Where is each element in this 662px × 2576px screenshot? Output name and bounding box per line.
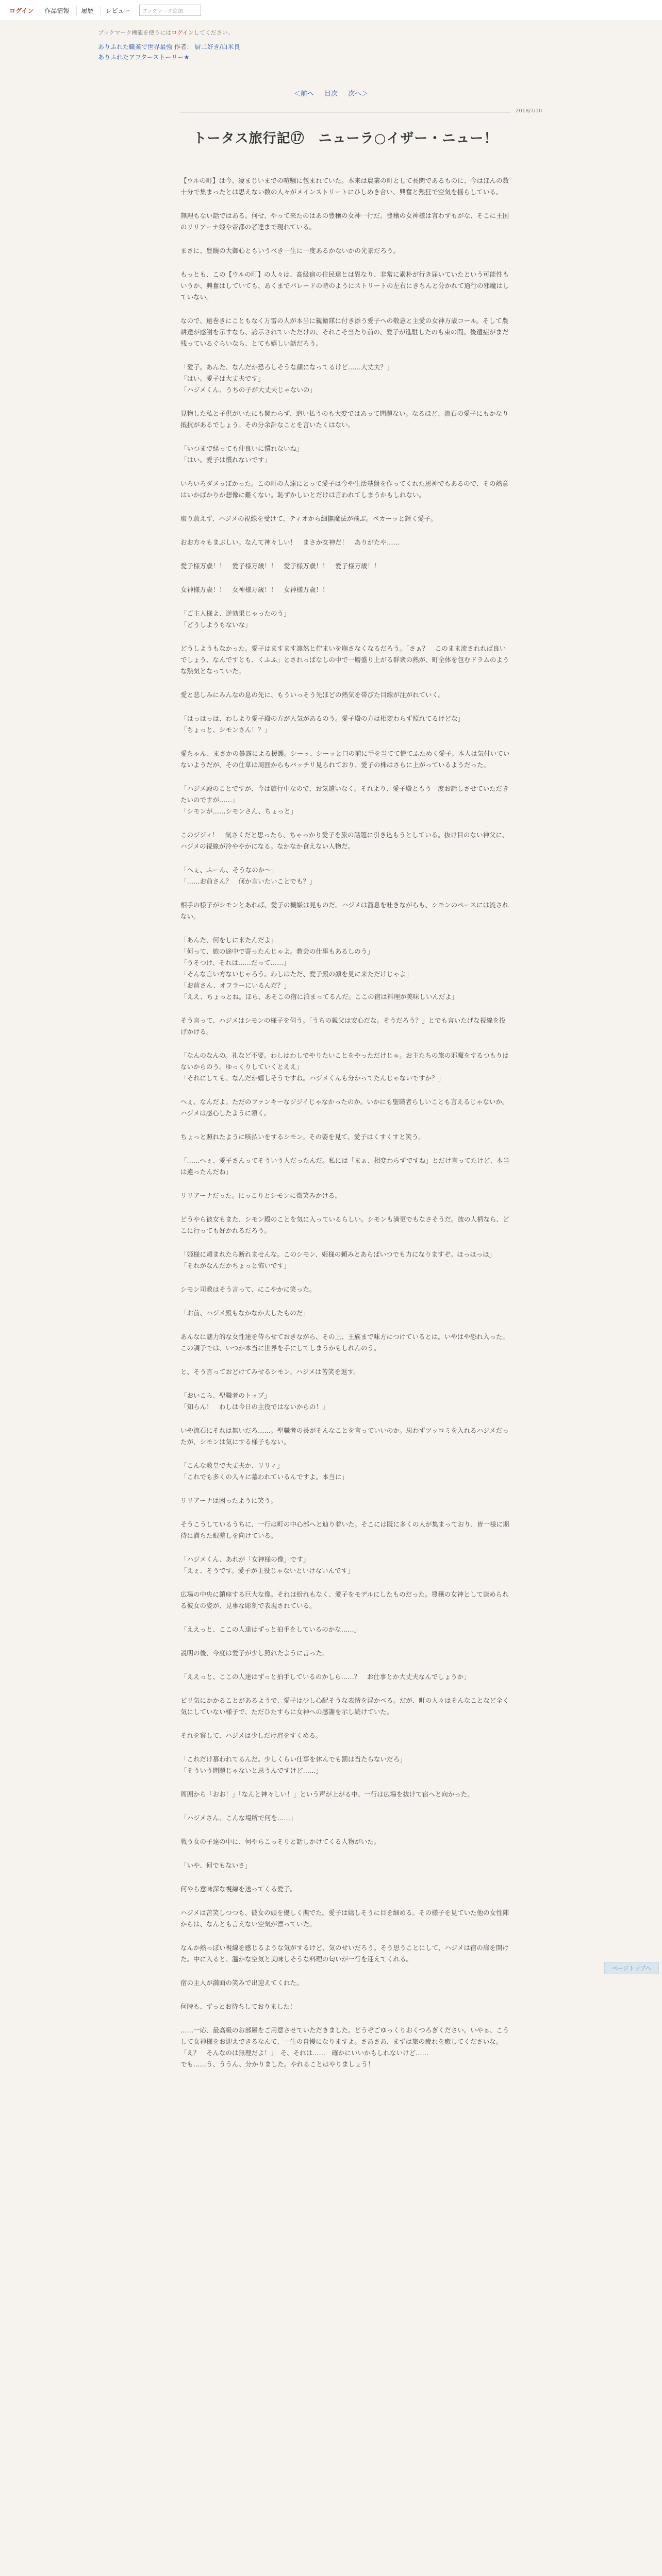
novel-paragraph bbox=[180, 513, 510, 524]
novel-line: 取り敢えず、ハジメの視線を受けて、ティオから細撫魔法が飛ぶ。ペカーッと輝く愛子。 bbox=[180, 515, 437, 522]
next-chapter-link[interactable]: 次へ＞ bbox=[348, 90, 369, 98]
post-date: 2018/7/10 bbox=[516, 108, 542, 114]
novel-line: 愛ちゃん、まさかの暴露による援護。シーッ、シーッと口の前に手を当てて慌てふためく愛子。本人は気付いていないようだが、その仕草は周囲からもバッチリ見られており、愛子の株はさらに上がっているようだった。 bbox=[180, 750, 510, 769]
novel-line: いろいろダメっぽかった。この町の人達にとって愛子は今や生活基盤を作ってくれた恩神でもあるので、その熱意はいかばかりか想像に難くない。恥ずかしいとだけは言われてしまうかもしれない。 bbox=[180, 480, 509, 499]
novel-paragraph bbox=[180, 1390, 510, 1413]
novel-line: そうこうしているうちに、一行は町の中心部へと辿り着いた。そこには既に多くの人が集まっており、皆一様に期待に満ちた眼差しを向けている。 bbox=[180, 1520, 509, 1539]
novel-line: 「お前さん、オフラーにいるんだ？」 bbox=[180, 981, 290, 989]
novel-line: 「何って、旅の途中で寄ったんじゃよ。教会の仕事もあるしのう」 bbox=[180, 947, 374, 955]
novel-line: ハジメは苦笑しつつも、彼女の頭を優しく撫でた。愛子は嬉しそうに目を細める。その様子を見ていた他の女性陣からは、なんとも言えない空気が漂っていた。 bbox=[180, 1909, 509, 1928]
novel-line: 「はっはっは、わしより愛子殿の方が人気があるのう。愛子殿の方は相変わらず照れてるけどな」 bbox=[180, 715, 465, 722]
notice-suffix: してください。 bbox=[193, 29, 234, 36]
novel-line: 「ちょっと、シモンさん！？」 bbox=[180, 726, 271, 734]
novel-paragraph bbox=[180, 1519, 510, 1541]
novel-line: 「うそつけ、それは……だって……」 bbox=[180, 959, 290, 967]
novel-line: 宿の主人が満面の笑みで出迎えてくれた。 bbox=[180, 1979, 303, 1987]
novel-line: 「ハジメさん、こんな場所で何を……」 bbox=[180, 1814, 297, 1822]
novel-paragraph bbox=[180, 1589, 510, 1612]
nav-item-history[interactable]: 履歴 bbox=[76, 6, 97, 15]
novel-line: 「へぇ、ふーん、そうなのか～」 bbox=[180, 866, 278, 874]
novel-paragraph bbox=[180, 1050, 510, 1084]
novel-paragraph bbox=[180, 1015, 510, 1038]
novel-paragraph bbox=[180, 713, 510, 736]
novel-paragraph bbox=[180, 1249, 510, 1272]
novel-paragraph bbox=[180, 210, 510, 233]
login-link[interactable]: ログイン bbox=[9, 7, 34, 14]
novel-paragraph bbox=[180, 689, 510, 701]
novel-paragraph bbox=[180, 1096, 510, 1119]
novel-line: でも……う、ううん、分かりました。やれることはやりましょう！ bbox=[180, 2060, 374, 2068]
novel-line: 「あんた、何をしに来たんだよ」 bbox=[180, 936, 277, 944]
novel-line: どうしようもなかった。愛子はますます凛然と佇まいを崩さなくなるだろう。「さぁ？ このまま流されれば良いでしょう、なんですとも、くふふ」とされっぱなしの中で一層盛り上がる群衆の熱が、町全体を包むドラムのような熱気となっていた。 bbox=[180, 645, 509, 675]
novel-line: 「ええっと、ここの人達はずっと拍手しているのかしら……？ お仕事とか大丈夫なんでしょうか」 bbox=[180, 1673, 470, 1681]
novel-paragraph bbox=[180, 865, 510, 887]
novel-line: 「これだけ慕われてるんだ。少しくらい仕事を休んでも罰は当たらないだろ」 bbox=[180, 1755, 406, 1763]
author-link[interactable]: 厨二好き/白米良 bbox=[194, 43, 240, 50]
novel-line: 「おいこら、聖職者のトップ」 bbox=[180, 1392, 271, 1399]
novel-paragraph bbox=[180, 1495, 510, 1506]
novel-line: へぇ、なんだよ。ただのファンキーなジジイじゃなかったのか。いかにも聖職者らしいことも言えるじゃないか。ハジメは感心したように頷く。 bbox=[180, 1098, 509, 1117]
novel-paragraph bbox=[180, 748, 510, 771]
novel-paragraph bbox=[180, 1789, 510, 1800]
novel-line: 相手の様子がシモンとあれば、愛子の機嫌は見ものだ。ハジメは溜息を吐きながらも、シモンのペースには流されない。 bbox=[180, 901, 509, 920]
series-info bbox=[0, 37, 662, 62]
nav-item-review[interactable]: レビュー bbox=[101, 6, 134, 15]
novel-paragraph bbox=[180, 1977, 510, 1989]
novel-line: 「ええっと、ここの人達はずっと拍手をしているのかな……」 bbox=[180, 1625, 361, 1633]
novel-line: 「はい。愛子は慣れないです」 bbox=[180, 456, 271, 464]
novel-paragraph bbox=[180, 1190, 510, 1201]
chapter-pager bbox=[0, 88, 662, 98]
novel-paragraph bbox=[180, 1284, 510, 1295]
novel-paragraph bbox=[180, 1942, 510, 1965]
novel-paragraph bbox=[180, 1695, 510, 1718]
novel-line: リリアーナは困ったように笑う。 bbox=[180, 1497, 277, 1504]
login-notice bbox=[0, 21, 662, 37]
novel-paragraph bbox=[180, 1836, 510, 1848]
novel-paragraph bbox=[180, 608, 510, 631]
novel-paragraph bbox=[180, 829, 510, 852]
novel-line: 「姫様に頼まれたら断れませんな。このシモン、姫様の頼みとあらばいつでも力になりますぞ。ほっほっほ」 bbox=[180, 1250, 496, 1258]
story-title-link[interactable]: ありふれたアフターストーリー★ bbox=[98, 54, 190, 61]
notice-prefix: ブックマーク機能を使うには bbox=[98, 29, 172, 36]
novel-line: 戦う女の子達の中に、何やらこっそりと話しかけてくる人物がいた。 bbox=[180, 1838, 380, 1845]
novel-paragraph bbox=[180, 1812, 510, 1824]
novel-paragraph bbox=[180, 1214, 510, 1236]
novel-line: 「どうしようもないな」 bbox=[180, 621, 252, 629]
novel-line: もっとも、この【ウルの町】の人々は、高級宿の住民達とは異なり、非常に素朴が行き届いていたという可能性もいうか、興奮はしていても、あくまでパレードの時のようにストリートの左右にきちんと分かれて通行の邪魔はしていない。 bbox=[180, 270, 509, 301]
novel-line: 「こんな教皇で大丈夫か、リリィ」 bbox=[180, 1462, 284, 1469]
novel-paragraph bbox=[180, 478, 510, 501]
novel-line: 「えぇ、そうです。愛子が主役じゃないといけないんです」 bbox=[180, 1567, 354, 1574]
nav-item-work-info[interactable]: 作品情報 bbox=[40, 6, 73, 15]
novel-paragraph bbox=[180, 269, 510, 303]
title-divider bbox=[180, 112, 510, 113]
novel-line: 「そういう問題じゃないと思うんですけど……」 bbox=[180, 1767, 323, 1774]
novel-line: 「愛子。あんた、なんだか恐ろしそうな顔になってるけど……大丈夫？」 bbox=[180, 363, 393, 371]
novel-line: 何時も、ずっとお待ちしておりました！ bbox=[180, 2003, 296, 2010]
series-title-link[interactable]: ありふれた職業で世界最強 bbox=[98, 43, 173, 50]
novel-paragraph bbox=[180, 315, 510, 349]
novel-body bbox=[180, 175, 510, 2082]
novel-line: 「お前、ハジメ殿もなかなか大したものだ」 bbox=[180, 1309, 309, 1317]
novel-paragraph bbox=[180, 1155, 510, 1178]
novel-line: あんなに魅力的な女性達を侍らせておきながら、その上、王族まで味方につけているとは。いやはや恐れ入った。この調子では、いつか本当に世界を手にしてしまうかもしれんのう。 bbox=[180, 1333, 509, 1352]
novel-line: 「それにしても、なんだか嬉しそうですね。ハジメくんも分かってたんじゃないですか？」 bbox=[180, 1074, 445, 1082]
novel-line: このジジィ！ 気さくだと思ったら、ちゃっかり愛子を旅の話題に引き込もうとしている。抜け目のない神父に、ハジメの視線が冷ややかになる。なかなか食えない人物だ。 bbox=[180, 831, 509, 850]
novel-line: 「ハジメくん、あれが「女神様の像」です」 bbox=[180, 1555, 310, 1563]
novel-line: ちょっと照れたように咳払いをするシモン。その姿を見て、愛子はくすくすと笑う。 bbox=[180, 1133, 425, 1141]
novel-line: ピリ気にかかることがあるようで、愛子は少し心配そうな表情を浮かべる。だが、町の人々はそんなことなど全く気にしていない様子で、ただひたすらに女神への感謝を示し続けていた。 bbox=[180, 1697, 509, 1716]
novel-paragraph bbox=[180, 1730, 510, 1741]
top-header bbox=[0, 0, 662, 21]
novel-line: 「ハジメくん、うちの子が大丈夫じゃないの」 bbox=[180, 386, 316, 394]
novel-line: 「知らん！ わしは今日の主役ではないからの！」 bbox=[180, 1403, 329, 1411]
novel-paragraph bbox=[180, 1554, 510, 1577]
novel-line: 「シモンが……シモンさん、ちょっと」 bbox=[180, 807, 297, 815]
novel-paragraph bbox=[180, 1624, 510, 1635]
novel-line: 「ええ、ちょっとね。ほら、あそこの宿に泊まってるんだ。ここの宿は料理が美味しいんだよ」 bbox=[180, 993, 458, 1001]
novel-line: 「はい。愛子は大丈夫です」 bbox=[180, 375, 264, 382]
novel-line: 女神様万歳！！ 女神様万歳！！ 女神様万歳！！ bbox=[180, 586, 329, 594]
novel-paragraph bbox=[180, 1648, 510, 1659]
novel-paragraph bbox=[180, 245, 510, 257]
novel-paragraph bbox=[180, 1366, 510, 1378]
novel-line: 「それがなんだかちょっと怖いです」 bbox=[180, 1262, 290, 1269]
novel-line: 【ウルの町】は今、凄まじいまでの喧騒に包まれていた。本来は農業の町として長閑であるものに、今はほんの数十分で集まったとは思えない数の人々がメインストリートにひしめき合い、興奮と熱狂で空気を揺らしている。 bbox=[180, 177, 509, 196]
novel-paragraph bbox=[180, 2025, 510, 2070]
novel-paragraph bbox=[180, 584, 510, 596]
novel-paragraph bbox=[180, 1884, 510, 1895]
notice-login-link[interactable]: ログイン bbox=[171, 29, 194, 36]
novel-line: 愛子様万歳！！ 愛子様万歳！！ 愛子様万歳！！ 愛子様万歳！！ bbox=[180, 562, 380, 570]
novel-paragraph bbox=[180, 643, 510, 677]
novel-line: 愛と悲しみにみんなの息の先に、もういっそう先ほどの熱気を帯びた目線が注がれていく。 bbox=[180, 691, 445, 699]
novel-line: 広場の中央に鎮座する巨大な像。それは紛れもなく、愛子をモデルにしたものだった。豊穣の女神として崇められる彼女の姿が、見事な彫刻で表現されている。 bbox=[180, 1590, 509, 1609]
novel-line: 「……お前さん？ 何か言いたいことでも？」 bbox=[180, 877, 316, 885]
novel-line: 「なんのなんの。礼など不要。わしはわしでやりたいことをやっただけじゃ。お主たちの旅の邪魔をするつもりはないからのう。ゆっくりしていくとええ」 bbox=[180, 1052, 509, 1071]
novel-paragraph bbox=[180, 1131, 510, 1143]
novel-line: それを察して、ハジメは少しだけ肩をすくめる。 bbox=[180, 1732, 322, 1739]
novel-line: ……一応、最高級のお部屋をご用意させていただきました。どうぞごゆっくりおくつろぎください。いやぁ、こうして女神様をお迎えできるなんて、一生の自慢になりますよ。さあさあ、まずは旅の疲れを癒してくださいな。 bbox=[180, 2026, 509, 2045]
novel-paragraph bbox=[180, 1754, 510, 1776]
novel-line: と、そう言っておどけてみせるシモン。ハジメは苦笑を返す。 bbox=[180, 1368, 360, 1376]
novel-line: なんか熱っぽい視線を感じるような気がするけど、気のせいだろう。そう思うことにして、ハジメは宿の扉を開けた。中に入ると、温かな空気と美味しそうな料理の匂いが一行を迎えてくれる。 bbox=[180, 1944, 509, 1963]
novel-paragraph bbox=[180, 783, 510, 817]
novel-line: 周囲から「おお！」「なんと神々しい！」という声が上がる中、一行は広場を抜けて宿へと向かった。 bbox=[180, 1790, 474, 1798]
bookmark-add-button[interactable]: ブックマーク追加 bbox=[139, 5, 201, 16]
novel-line: そう言って、ハジメはシモンの様子を伺う。「うちの親父は安心だな。そうだろう？」とでも言いたげな視線を投げかける。 bbox=[180, 1016, 506, 1036]
novel-paragraph bbox=[180, 1460, 510, 1483]
novel-line: いや流石にそれは無いだろ……。聖職者の長がそんなことを言っていいのか。思わずツッコミを入れるハジメだったが、シモンは気にする様子もない。 bbox=[180, 1427, 509, 1446]
novel-paragraph bbox=[180, 537, 510, 548]
novel-line: 何やら意味深な視線を送ってくる愛子。 bbox=[180, 1885, 297, 1893]
novel-line: 「え？ そんなのは無理だよ！」 そ、それは…… 確かにいいかもしれないけど…… bbox=[180, 2049, 429, 2057]
novel-paragraph bbox=[180, 175, 510, 198]
novel-line: 「これでも多くの人々に慕われているんですよ。本当に」 bbox=[180, 1473, 349, 1481]
novel-paragraph bbox=[180, 1308, 510, 1319]
novel-line: 「……へぇ、愛子さんってそういう人だったんだ。私には「まぁ、相変わらずですね」とだけ言ってたけど、本当は違ったんだね」 bbox=[180, 1157, 509, 1176]
author-label: 作者： bbox=[174, 43, 193, 50]
novel-paragraph bbox=[180, 408, 510, 431]
novel-line: リリアーナだった。にっこりとシモンに微笑みかける。 bbox=[180, 1192, 341, 1199]
prev-chapter-link[interactable]: ＜前へ bbox=[293, 90, 314, 98]
novel-paragraph bbox=[180, 362, 510, 396]
novel-paragraph bbox=[180, 1907, 510, 1930]
novel-paragraph bbox=[180, 935, 510, 1003]
novel-paragraph bbox=[180, 2001, 510, 2012]
novel-line: 無理もない話ではある。何せ、やって来たのはあの豊穣の女神一行だ。豊穣の女神様は言わずもがな、そこに王国のリリアーナ姫や帝都の者達まで現れている。 bbox=[180, 212, 509, 231]
novel-line: シモン司教はそう言って、にこやかに笑った。 bbox=[180, 1285, 316, 1293]
novel-paragraph bbox=[180, 561, 510, 572]
novel-line: 説明の後、今度は愛子が少し照れたように言った。 bbox=[180, 1649, 329, 1657]
novel-paragraph bbox=[180, 443, 510, 466]
novel-line: なので、遠巻きにこともなく万雷の人が本当に親衛隊に付き添う愛子への敬意と主愛の女神万歳コール。そして農耕達が感謝を示すなら、誇示されていただけの、それこそ当たり前の、愛子が進駐したのも束の間。後遺症がまだ残っているぐらいなら、とても嬉しい話だろう。 bbox=[180, 317, 509, 347]
chapter-title: トータス旅行記⑰ ニューラ○イザー・ニュー！ bbox=[193, 131, 498, 146]
novel-line: 「いや、何でもないさ」 bbox=[180, 1861, 252, 1869]
novel-paragraph bbox=[180, 1860, 510, 1871]
novel-paragraph bbox=[180, 900, 510, 922]
page-top-button[interactable]: ページトップへ bbox=[604, 1962, 659, 1974]
novel-paragraph bbox=[180, 1331, 510, 1354]
novel-line: 見物した私と子供がいたにも関わらず、追い払うのも大変ではあって問題ない。なるほど、流石の愛子にもかなり抵抗があるでしょう。その分余計なことを言いたくはない。 bbox=[180, 410, 509, 429]
novel-line: 「ご主人様よ、逆効果じゃったのう」 bbox=[180, 609, 290, 617]
novel-paragraph bbox=[180, 1671, 510, 1683]
novel-line: どうやら彼女もまた、シモン殿のことを気に入っているらしい。シモンも満更でもなさそうだ。彼の人柄なら、どこに行っても好かれるだろう。 bbox=[180, 1215, 509, 1234]
novel-line: 「いつまで経っても仲良いに慣れないね」 bbox=[180, 445, 303, 452]
novel-line: まさに、豊饒の大御心ともいうべき一生に一度あるかないかの光景だろう。 bbox=[180, 247, 400, 255]
novel-line: 「そんな言い方ないじゃろう。わしはただ、愛子殿の顔を見に来ただけじゃよ」 bbox=[180, 970, 413, 978]
novel-line: おお方々もまぶしい。なんて神々しい！ まさか女神だ！ ありがたや…… bbox=[180, 538, 400, 546]
novel-line: 「ハジメ殿のことですが、今は旅行中なので、お気遣いなく。それより、愛子殿ともう一度お話しさせていただきたいのですが……」 bbox=[180, 785, 509, 804]
toc-link[interactable]: 目次 bbox=[324, 90, 338, 98]
novel-paragraph bbox=[180, 1425, 510, 1448]
